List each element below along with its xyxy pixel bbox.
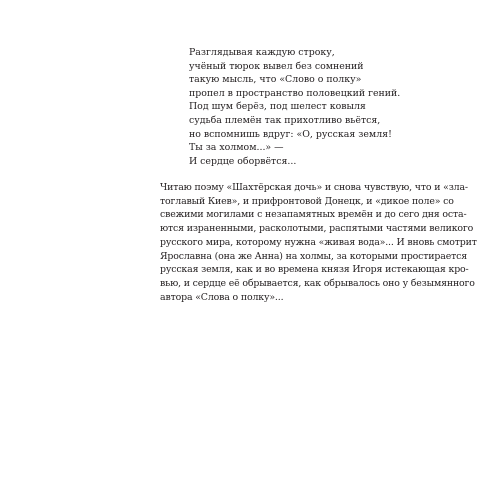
prose-paragraph (160, 181, 477, 304)
poem-line: И сердце оборвётся... (189, 155, 297, 167)
poem-line: судьба племён так прихотливо вьётся, (189, 114, 381, 126)
prose-line: ются израненными, расколотыми, распятыми частями великого (160, 223, 474, 235)
poem-line: учёный тюрок вывел без сомнений (189, 60, 364, 72)
poem-stanza (189, 46, 439, 168)
prose-line: тоглавый Киев», и прифронтовой Донецк, и «дикое поле» со (160, 195, 454, 207)
prose-line: вью, и сердце её обрывается, как обрывалось оно у безымянного (160, 277, 475, 289)
poem-line: Под шум берёз, под шелест ковыля (189, 101, 366, 113)
prose-line: Читаю поэму «Шахтёрская дочь» и снова чувствую, что и «зла- (160, 182, 468, 193)
poem-line: пропел в пространство половецкий гений. (189, 87, 401, 99)
poem-line: такую мысль, что «Слово о полку» (189, 74, 362, 86)
prose-line: автора «Слова о полку»... (160, 291, 284, 303)
prose-line: свежими могилами с незапамятных времён и до сего дня оста- (160, 209, 467, 221)
poem-line: но вспомнишь вдруг: «О, русская земля! (189, 128, 392, 140)
poem-line: Ты за холмом...» — (189, 142, 284, 154)
prose-line: Ярославна (она же Анна) на холмы, за которыми простирается (160, 250, 467, 262)
prose-line: русская земля, как и во времена князя Игоря истекающая кро- (160, 264, 469, 276)
poem-line: Разглядывая каждую строку, (189, 47, 335, 58)
prose-line: русского мира, которому нужна «живая вода»... И вновь смотрит (160, 236, 477, 248)
